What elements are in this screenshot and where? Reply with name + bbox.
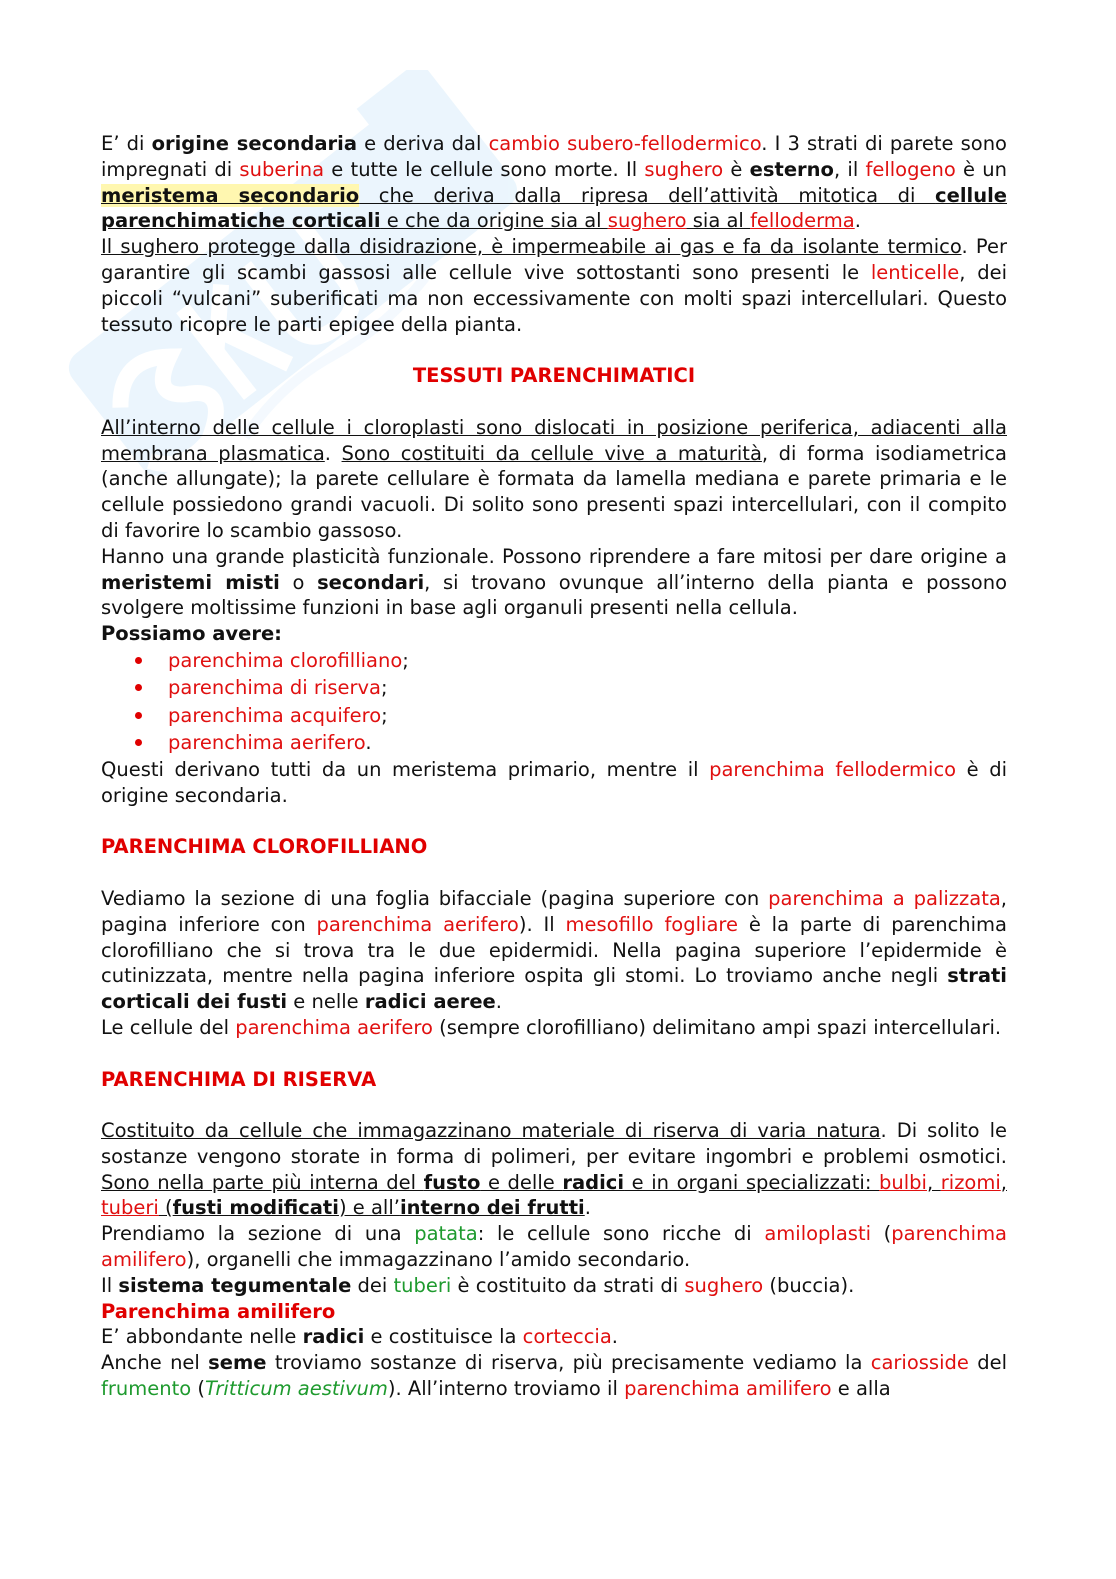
possiamo-avere-label: Possiamo avere: [101, 622, 282, 646]
list-item: parenchima acquifero; [131, 702, 1007, 730]
paragraph-parenchimatici-intro: All’interno delle cellule i cloroplasti sono dislocati in posizione periferica, adiacenti alla membrana plasmatica. Sono costituiti da cellule vive a maturità, di forma isodiametrica (anche allungate); la parete cellulare è formata da lamella mediana e parete primaria e le cellule possiedono grandi vacuoli. Di solito sono presenti spazi intercellulari, con il compito di favorire lo scambio gassoso. [101, 415, 1007, 542]
paragraph-corteccia: E’ abbondante nelle radici e costituisce la corteccia. [101, 1325, 618, 1349]
paragraph-riserva: Costituito da cellule che immagazzinano materiale di riserva di varia natura. Di solito le sostanze vengono storate in forma di polimeri, per evitare ingombri e problemi osmotici. Sono nella parte più interna del fusto e delle radici e in organi specializzati: bulbi, rizomi, tuberi (fusti modificati) e all’interno dei frutti. [101, 1119, 1007, 1220]
heading-parenchima-di-riserva: PARENCHIMA DI RISERVA [101, 1067, 377, 1091]
paragraph-parenchima-aerifero: Le cellule del parenchima aerifero (sempre clorofilliano) delimitano ampi spazi intercellulari. [101, 1015, 1002, 1039]
parenchima-types-list [101, 647, 1007, 757]
paragraph-foglia-bifacciale: Vediamo la sezione di una foglia bifacciale (pagina superiore con parenchima a palizzata, pagina inferiore con parenchima aerifero). Il mesofillo fogliare è la parte di parenchima clorofilliano che si trova tra le due epidermidi. Nella pagina superiore l’epidermide è cutinizzata, mentre nella pagina inferiore ospita gli stomi. Lo troviamo anche negli strati corticali dei fusti e nelle radici aeree. [101, 886, 1008, 1014]
paragraph-sistema-tegumentale: Il sistema tegumentale dei tuberi è costituito da strati di sughero (buccia). [101, 1273, 855, 1297]
heading-parenchima-clorofilliano: PARENCHIMA CLOROFILLIANO [101, 835, 428, 859]
paragraph-seme: Anche nel seme troviamo sostanze di riserva, più precisamente vediamo la cariosside del frumento (Tritticum aestivum). All’interno troviamo il parenchima amilifero e alla [101, 1351, 1007, 1401]
document-page [101, 131, 1007, 1402]
paragraph-plasticita: Hanno una grande plasticità funzionale. Possono riprendere a fare mitosi per dare origine a meristemi misti o secondari, si trovano ovunque all’interno della pianta e possono svolgere moltissime funzioni in base agli organuli presenti nella cellula. [101, 544, 1008, 620]
paragraph-sughero-funzioni: Il sughero protegge dalla disidrazione, è impermeabile ai gas e fa da isolante termico. Per garantire gli scambi gassosi alle cellule vive sottostanti sono presenti le lenticelle, dei piccoli “vulcani” suberificati ma non eccessivamente con molti spazi intercellulari. Questo tessuto ricopre le parti epigee della pianta. [101, 235, 1007, 336]
paragraph-patata: Prendiamo la sezione di una patata: le cellule sono ricche di amiloplasti (parenchima amilifero), organelli che immagazzinano l’amido secondario. [101, 1222, 1008, 1272]
paragraph-meristema-primario: Questi derivano tutti da un meristema primario, mentre il parenchima fellodermico è di origine secondaria. [101, 757, 1007, 807]
heading-parenchima-amilifero: Parenchima amilifero [101, 1299, 336, 1323]
list-item: parenchima aerifero. [131, 729, 1007, 757]
heading-tessuti-parenchimatici: TESSUTI PARENCHIMATICI [412, 364, 696, 388]
list-item: parenchima di riserva; [131, 674, 1007, 702]
paragraph-sughero: E’ di origine secondaria e deriva dal cambio subero-fellodermico. I 3 strati di parete sono impregnati di suberina e tutte le cellule sono morte. Il sughero è esterno, il fellogeno è un meristema secondario che deriva dalla ripresa dell’attività mitotica di cellule parenchimatiche corticali e che da origine sia al sughero sia al felloderma. [101, 132, 1007, 233]
list-item: parenchima clorofilliano; [131, 647, 1007, 675]
